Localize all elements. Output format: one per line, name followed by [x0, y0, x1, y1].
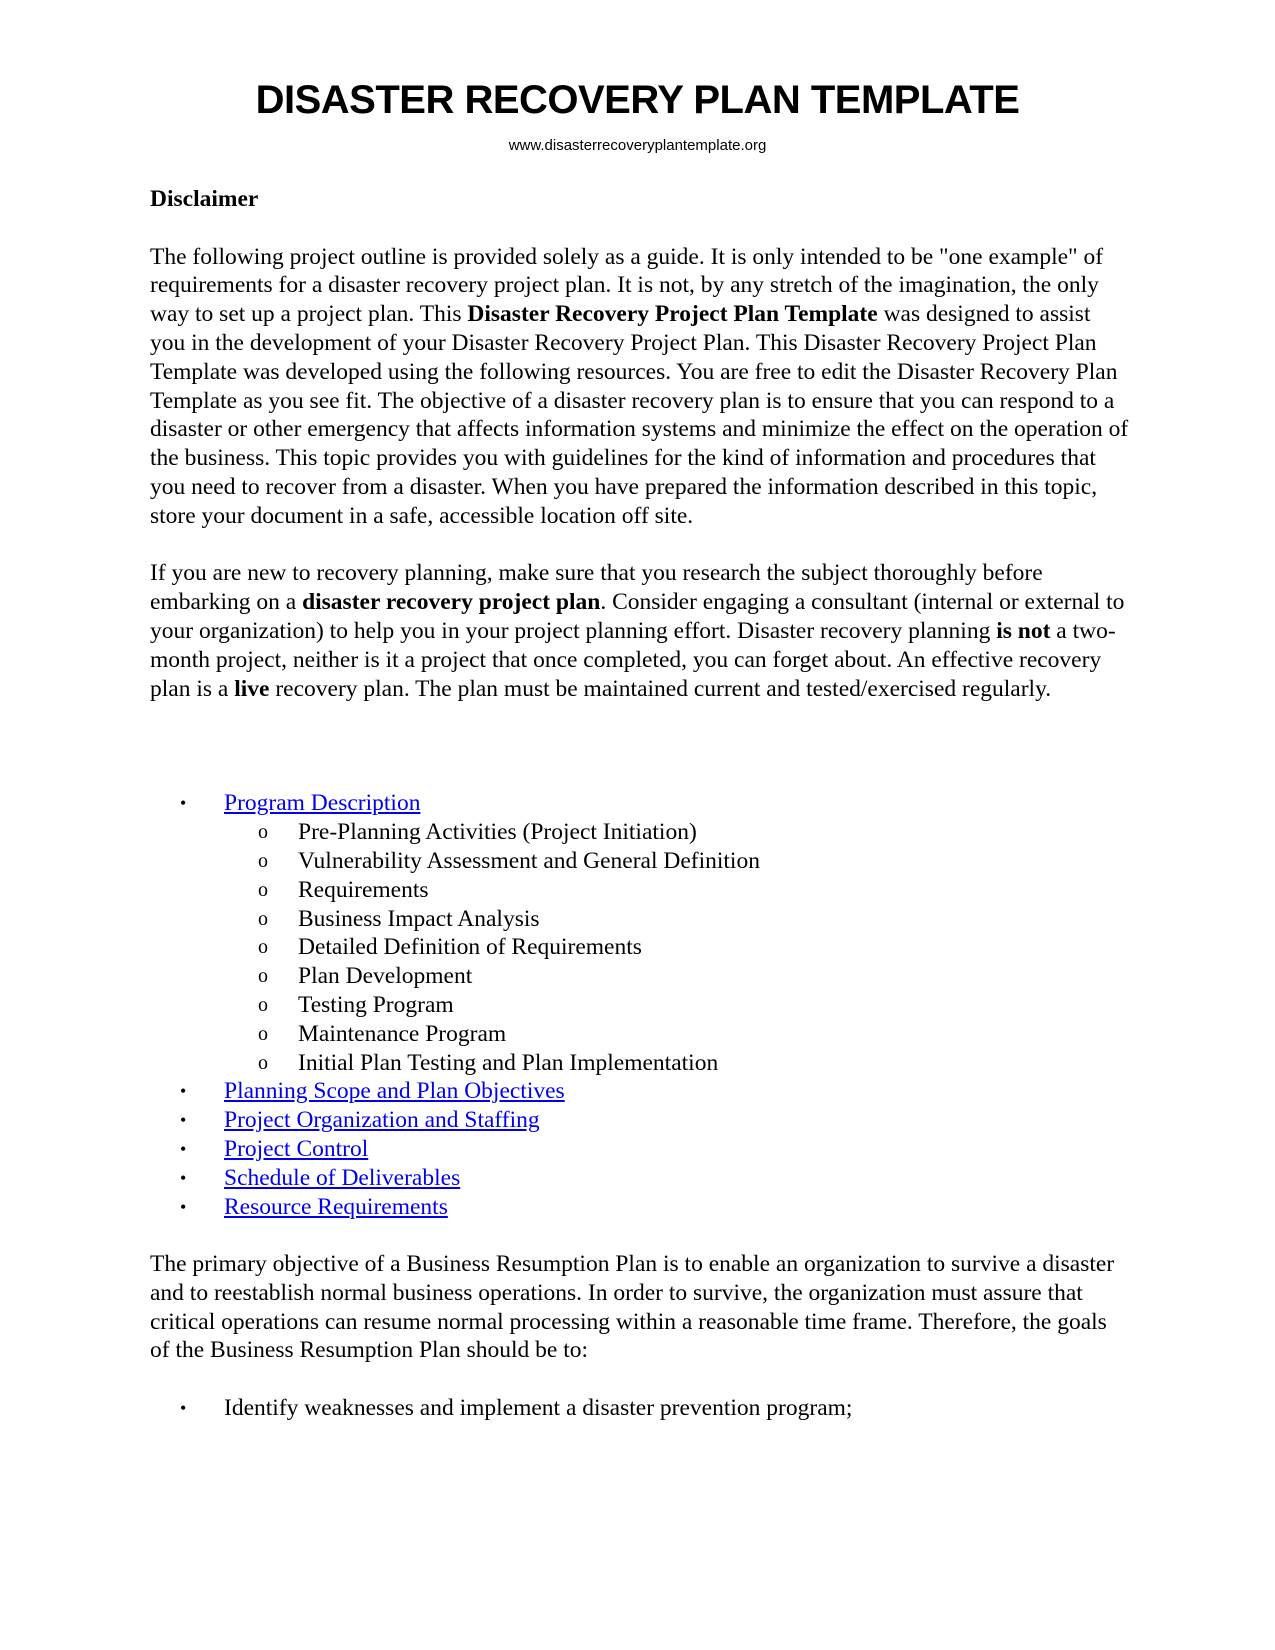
goals-list: [150, 1394, 1130, 1423]
disclaimer-paragraph-2: [150, 559, 1130, 703]
document-body: [150, 185, 1130, 1423]
bold-text-run: live: [234, 675, 270, 702]
text-run: recovery plan. The plan must be maintained current and tested/exercised regularly.: [269, 675, 1052, 702]
document-title: DISASTER RECOVERY PLAN TEMPLATE: [255, 78, 1020, 122]
circle-bullet-icon: o: [258, 993, 268, 1016]
toc-subitem-label: Detailed Definition of Requirements: [298, 934, 642, 961]
goal-label: Identify weaknesses and implement a disaster prevention program;: [224, 1395, 853, 1422]
circle-bullet-icon: o: [258, 849, 268, 872]
toc-link-project-organization[interactable]: Project Organization and Staffing: [224, 1107, 540, 1134]
disclaimer-heading: Disclaimer: [150, 186, 259, 212]
goal-item: [150, 1394, 1130, 1423]
bullet-icon: •: [180, 1110, 187, 1131]
toc-subitem: [224, 962, 1130, 991]
toc-subitem: [224, 818, 1130, 847]
bullet-icon: •: [180, 1081, 187, 1102]
circle-bullet-icon: o: [258, 965, 268, 988]
toc-subitem-label: Plan Development: [298, 963, 473, 990]
bullet-icon: •: [180, 1167, 187, 1188]
bold-text-run: Disaster Recovery Project Plan Template: [467, 301, 878, 328]
toc-subitem: [224, 1020, 1130, 1049]
toc-subitem: [224, 905, 1130, 934]
bold-text-run: disaster recovery project plan: [302, 589, 601, 616]
text-run: . Consider engaging a consultant (internal or external to your organization) to help you in your project planning effort. Disaster recovery planning: [150, 589, 1125, 644]
bullet-icon: •: [180, 1138, 187, 1159]
circle-bullet-icon: o: [258, 936, 268, 959]
toc-item-schedule-of-deliverables: [150, 1164, 1130, 1193]
toc-item-planning-scope: [150, 1077, 1130, 1106]
toc-link-planning-scope[interactable]: Planning Scope and Plan Objectives: [224, 1078, 565, 1105]
text-run: was designed to assist you in the development of your Disaster Recovery Project Plan. This Disaster Recovery Project Plan Template was developed using the following resources. You are free to edit the Disaster Recovery Plan Template as you see fit. The objective of a disaster recovery plan is to ensure that you can respond to a disaster or other emergency that affects information systems and minimize the effect on the operation of the business. This topic provides you with guidelines for the kind of information and procedures that you need to recover from a disaster. When you have prepared the information described in this topic, store your document in a safe, accessible location off site.: [150, 301, 1129, 529]
toc-link-resource-requirements[interactable]: Resource Requirements: [224, 1193, 448, 1220]
bold-text-run: is not: [996, 617, 1051, 644]
toc-subitem-label: Maintenance Program: [298, 1020, 507, 1047]
site-url: www.disasterrecoveryplantemplate.org: [508, 137, 767, 154]
toc-item-resource-requirements: [150, 1193, 1130, 1222]
toc-item-project-organization: [150, 1106, 1130, 1135]
table-of-contents: [150, 789, 1130, 1221]
text-run: If you are new to recovery planning, make sure that you research the subject thoroughly before embarking on a: [150, 560, 1043, 616]
toc-item-project-control: [150, 1135, 1130, 1164]
circle-bullet-icon: o: [258, 1051, 268, 1074]
toc-subitem: [224, 876, 1130, 905]
toc-subitem-label: Testing Program: [298, 991, 454, 1018]
toc-sublist: [224, 818, 1130, 1077]
toc-subitem-label: Initial Plan Testing and Plan Implementation: [298, 1049, 719, 1076]
circle-bullet-icon: o: [258, 1022, 268, 1045]
toc-link-program-description[interactable]: Program Description: [224, 790, 421, 817]
disclaimer-paragraph-1: [150, 243, 1130, 531]
toc-subitem: [224, 933, 1130, 962]
toc-subitem-label: Requirements: [298, 876, 429, 903]
bullet-icon: •: [180, 1398, 187, 1419]
toc-subitem: [224, 1049, 1130, 1078]
resumption-paragraph: The primary objective of a Business Resumption Plan is to enable an organization to survive a disaster and to reestablish normal business operations. In order to survive, the organization must assure that critical operations can resume normal processing within a reasonable time frame. Therefore, the goals of the Business Resumption Plan should be to:: [150, 1251, 1115, 1364]
toc-item-program-description: [150, 789, 1130, 1077]
toc-link-project-control[interactable]: Project Control: [224, 1135, 369, 1162]
toc-link-schedule-of-deliverables[interactable]: Schedule of Deliverables: [224, 1164, 461, 1191]
toc-subitem-label: Vulnerability Assessment and General Definition: [298, 847, 760, 874]
circle-bullet-icon: o: [258, 878, 268, 901]
text-run: The following project outline is provided solely as a guide. It is only intended to be "one example" of requirements for a disaster recovery project plan. It is not, by any stretch of the imagination, the only way to set up a project plan. This: [150, 243, 1104, 328]
text-run: a two-month project, neither is it a project that once completed, you can forget about. An effective recovery plan is a: [150, 617, 1116, 702]
toc-subitem-label: Pre-Planning Activities (Project Initiation): [298, 819, 697, 846]
circle-bullet-icon: o: [258, 821, 268, 844]
toc-subitem-label: Business Impact Analysis: [298, 905, 540, 932]
bullet-icon: •: [180, 793, 187, 814]
toc-subitem: [224, 847, 1130, 876]
circle-bullet-icon: o: [258, 907, 268, 930]
bullet-icon: •: [180, 1196, 187, 1217]
toc-subitem: [224, 991, 1130, 1020]
